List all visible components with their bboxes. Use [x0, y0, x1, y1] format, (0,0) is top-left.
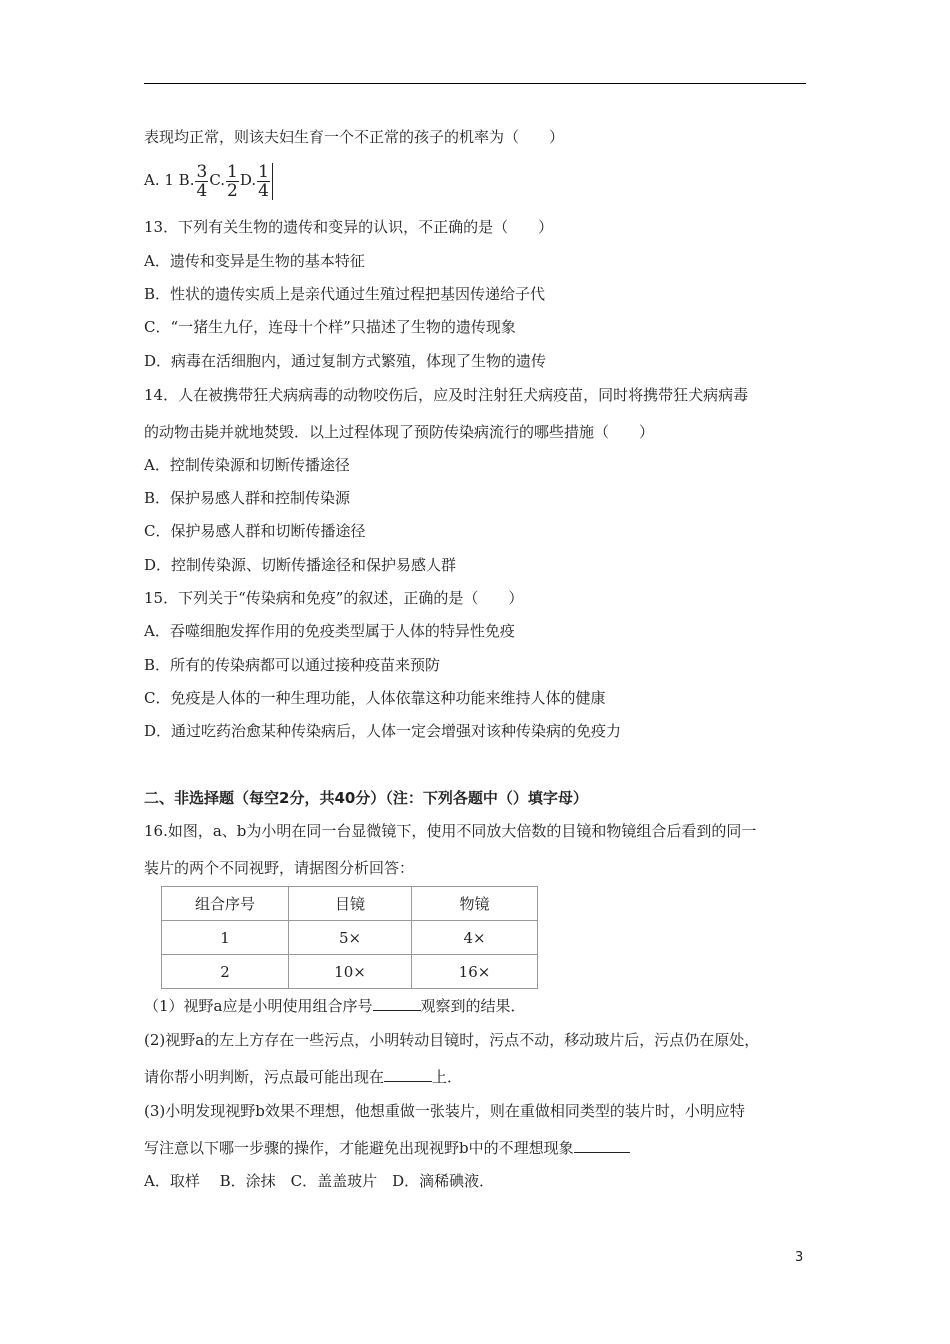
- q13-stem: 13．下列有关生物的遗传和变异的认识，不正确的是（ ）: [144, 218, 554, 236]
- table-header: 物镜: [412, 887, 538, 921]
- answer-blank[interactable]: [384, 1067, 432, 1082]
- header-rule: [144, 83, 806, 84]
- q16-stem-1: 16.如图，a、b为小明在同一台显微镜下，使用不同放大倍数的目镜和物镜组合后看到的同一: [144, 822, 757, 840]
- q15-option-a: A．吞噬细胞发挥作用的免疫类型属于人体的特异性免疫: [144, 622, 515, 640]
- table-cell: 4×: [412, 921, 538, 955]
- q13-option-c: C．“一猪生九仔，连母十个样”只描述了生物的遗传现象: [144, 318, 516, 336]
- microscope-table: [161, 886, 538, 989]
- q14-option-c: C．保护易感人群和切断传播途径: [144, 522, 366, 540]
- table-cell: 16×: [412, 955, 538, 989]
- table-cell: 2: [162, 955, 289, 989]
- q15-option-d: D．通过吃药治愈某种传染病后，人体一定会增强对该种传染病的免疫力: [144, 722, 622, 740]
- table-header-row: [162, 887, 538, 921]
- table-header: 组合序号: [162, 887, 289, 921]
- q12-options: [144, 158, 274, 202]
- answer-blank[interactable]: [373, 996, 421, 1011]
- fraction-c: $\frac{1}{2}$: [227, 161, 238, 201]
- option-d-label: D.: [239, 171, 257, 189]
- table-header: 目镜: [289, 887, 412, 921]
- fraction-d: $\frac{1}{4}$: [257, 163, 273, 200]
- q16-sub3-line1: (3)小明发现视野b效果不理想，他想重做一张装片，则在重做相同类型的装片时，小明应特: [144, 1102, 745, 1120]
- table-row: [162, 921, 538, 955]
- q16-stem-2: 装片的两个不同视野，请据图分析回答：: [144, 859, 415, 877]
- q13-option-b: B．性状的遗传实质上是亲代通过生殖过程把基因传递给子代: [144, 285, 546, 303]
- option-a-b-label: A. 1 B.: [144, 171, 195, 189]
- page-number: 3: [795, 1250, 804, 1265]
- table-row: [162, 955, 538, 989]
- table-cell: 1: [162, 921, 289, 955]
- q15-option-b: B．所有的传染病都可以通过接种疫苗来预防: [144, 656, 441, 674]
- q13-option-d: D．病毒在活细胞内，通过复制方式繁殖，体现了生物的遗传: [144, 352, 547, 370]
- q12-continuation: 表现均正常，则该夫妇生育一个不正常的孩子的机率为（ ）: [144, 128, 565, 146]
- q16-sub1: （1）视野a应是小明使用组合序号 观察到的结果．: [144, 997, 526, 1015]
- q14-option-d: D．控制传染源、切断传播途径和保护易感人群: [144, 556, 457, 574]
- answer-blank[interactable]: [574, 1138, 630, 1153]
- q16-sub2-line1: (2)视野a的左上方存在一些污点，小明转动目镜时，污点不动，移动玻片后，污点仍在原处，: [144, 1031, 760, 1049]
- q14-option-a: A．控制传染源和切断传播途径: [144, 456, 350, 474]
- q14-option-b: B．保护易感人群和控制传染源: [144, 489, 351, 507]
- fraction-b: $\frac{3}{4}$: [196, 161, 208, 201]
- q14-stem-2: 的动物击毙并就地焚毁．以上过程体现了预防传染病流行的哪些措施（ ）: [144, 423, 655, 441]
- q16-sub3-line2: 写注意以下哪一步骤的操作，才能避免出现视野b中的不理想现象: [144, 1137, 630, 1159]
- q14-stem-1: 14．人在被携带狂犬病病毒的动物咬伤后，应及时注射狂犬病疫苗，同时将携带狂犬病病毒: [144, 386, 749, 404]
- section-2-heading: 二、非选择题（每空2分，共40分）（注：下列各题中（）填字母）: [144, 789, 588, 807]
- q16-sub3-options: A．取样 B．涂抹 C．盖盖玻片 D．滴稀碘液．: [144, 1172, 495, 1190]
- table-cell: 5×: [289, 921, 412, 955]
- option-c-label: C.: [209, 171, 226, 189]
- q13-option-a: A．遗传和变异是生物的基本特征: [144, 252, 365, 270]
- q15-stem: 15．下列关于“传染病和免疫”的叙述，正确的是（ ）: [144, 589, 524, 607]
- table-cell: 10×: [289, 955, 412, 989]
- q15-option-c: C．免疫是人体的一种生理功能，人体依靠这种功能来维持人体的健康: [144, 689, 606, 707]
- q16-sub2-line2: 请你帮小明判断，污点最可能出现在 上．: [144, 1068, 463, 1086]
